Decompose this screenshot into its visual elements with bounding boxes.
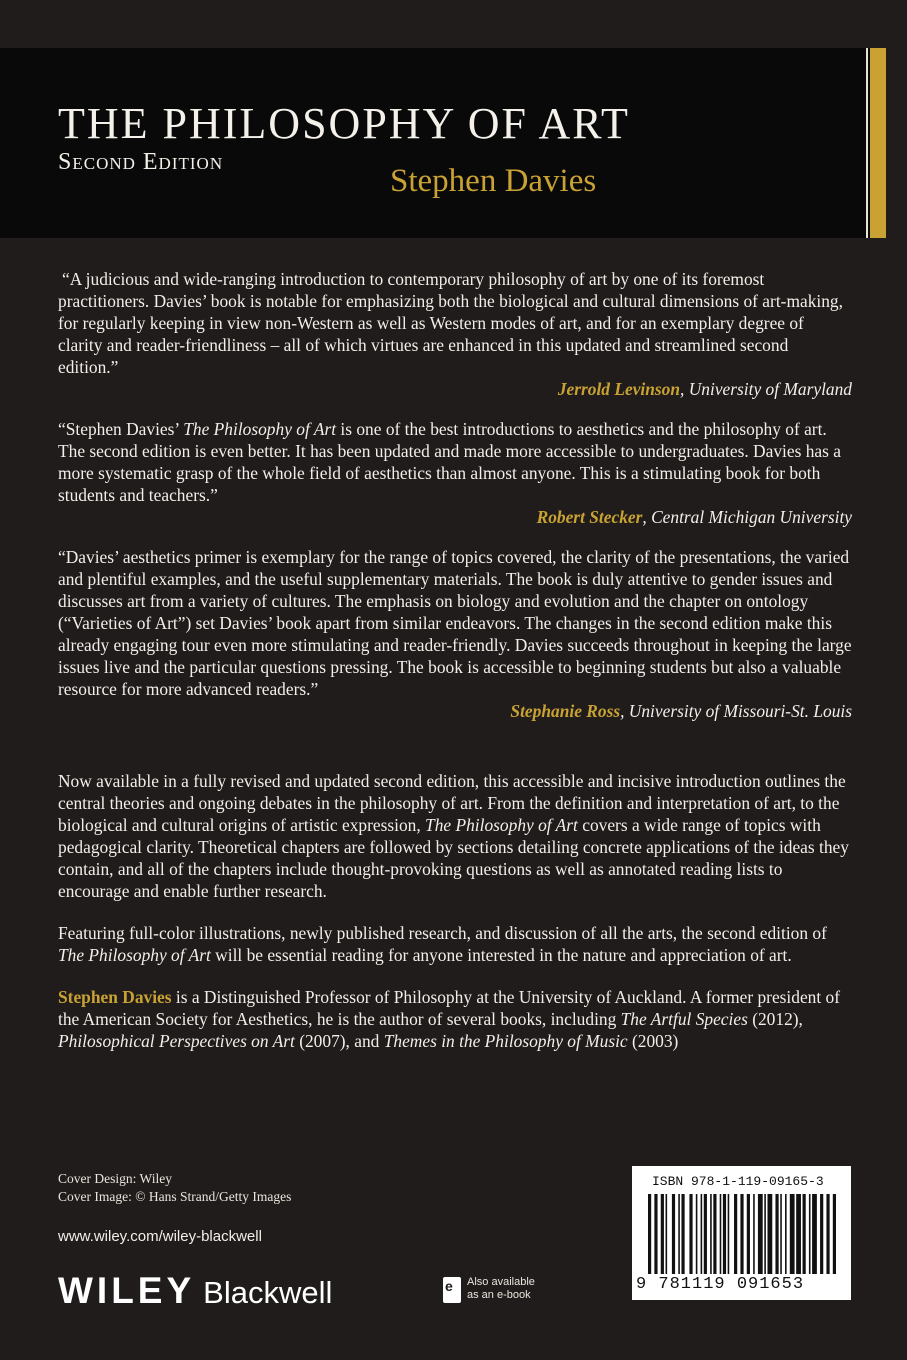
barcode-bar [689, 1194, 692, 1274]
quote-2-text-end: is one of the best introductions to aesthetics and the philosophy of art. The second edition is even better. It has been updated and made more accessible to undergraduates. Davies has a more systematic grasp of the whole field of aesthetics than almost anyone. This is a stimulating book for both students and teachers.” [58, 419, 841, 505]
barcode-bar [701, 1194, 703, 1274]
description-2-book-title: The Philosophy of Art [58, 945, 211, 965]
barcode-bar [672, 1194, 675, 1274]
quote-3-name: Stephanie Ross [510, 701, 621, 721]
barcode-bar [796, 1194, 801, 1274]
barcode-bar [833, 1194, 836, 1274]
cover-image-credit: Cover Image: © Hans Strand/Getty Images [58, 1189, 292, 1204]
quote-2 [58, 418, 852, 528]
barcode-bar [753, 1194, 755, 1274]
bio-book-2: Philosophical Perspectives on Art [58, 1031, 295, 1051]
barcode-bar [723, 1194, 726, 1274]
quote-2-attribution [58, 506, 852, 528]
bio-author-name: Stephen Davies [58, 987, 172, 1007]
barcode-bar [767, 1194, 772, 1274]
quote-3-affiliation: , University of Missouri-St. Louis [620, 701, 852, 721]
book-title: THE PHILOSOPHY OF ART [58, 99, 630, 148]
bio-text: is a Distinguished Professor of Philosophy at the University of Auckland. A former president of the American Society for Aesthetics, he is the author of several books, including [58, 987, 841, 1029]
quote-1-name: Jerrold Levinson [557, 379, 681, 399]
blackwell-wordmark: Blackwell [203, 1275, 333, 1310]
barcode-bar [758, 1194, 763, 1274]
bio-book-1: The Artful Species [620, 1009, 748, 1029]
description-paragraph-1 [58, 770, 852, 902]
quote-1-text: “A judicious and wide-ranging introduction to contemporary philosophy of art by one of its foremost practitioners. Davies’ book is notable for emphasizing both the biological and cultural dimensions of art-making, for regularly keeping in view non-Western as well as Western modes of art, and for an exemplary degree of clarity and reader-friendliness – all of which virtues are enhanced in this updated and streamlined second edition.” [58, 269, 843, 377]
gold-accent-bar [870, 48, 886, 238]
barcode-bar [775, 1194, 778, 1274]
publisher-url[interactable]: www.wiley.com/wiley-blackwell [58, 1228, 262, 1245]
description-paragraph-2 [58, 922, 852, 966]
barcode-icon [640, 1194, 845, 1274]
description-2-start: Featuring full-color illustrations, newly published research, and discussion of all the arts, the second edition of [58, 923, 827, 943]
bio-year-1: (2012), [747, 1009, 803, 1029]
quote-3-attribution [58, 700, 852, 722]
cover-design-credit: Cover Design: Wiley [58, 1171, 172, 1186]
quote-2-text-start: “Stephen Davies’ [58, 419, 184, 439]
barcode-bar [820, 1194, 823, 1274]
cover-credits [58, 1170, 291, 1206]
barcode-bar [678, 1194, 680, 1274]
barcode-bar [704, 1194, 707, 1274]
bio-year-2: (2007), and [294, 1031, 384, 1051]
barcode-bar [812, 1194, 817, 1274]
quote-3-text: “Davies’ aesthetics primer is exemplary for the range of topics covered, the clarity of the presentations, the varied and plentiful examples, and the useful supplementary materials. The book is duly attentive to gender issues and discusses art from a variety of cultures. The emphasis on biology and evolution and the chapter on ontology (“Varieties of Art”) set Davies’ book apart from similar endeavors. The changes in the second edition make this already engaging tour even more stimulating and reader-friendly. Davies succeeds throughout in keeping the large issues live and the particular questions pressing. The book is accessible to beginning students but also a valuable resource for more advanced readers.” [58, 547, 852, 699]
author-bio [58, 986, 852, 1052]
isbn-text: ISBN 978-1-119-09165-3 [652, 1174, 824, 1189]
ebook-text [467, 1276, 547, 1302]
barcode-bar [747, 1194, 750, 1274]
ebook-icon [443, 1277, 461, 1303]
barcode-bar [803, 1194, 806, 1274]
quote-3 [58, 546, 852, 722]
description-1-book-title: The Philosophy of Art [425, 815, 578, 835]
bio-year-3: (2003) [627, 1031, 679, 1051]
quote-1-affiliation: , University of Maryland [680, 379, 852, 399]
barcode-bar [790, 1194, 795, 1274]
barcode-digits: 9 781119 091653 [636, 1275, 805, 1294]
quote-1-attribution [58, 378, 852, 400]
quote-2-book-title: The Philosophy of Art [183, 419, 337, 439]
barcode-bar [713, 1194, 716, 1274]
back-cover-text [58, 268, 852, 1052]
barcode-bar [764, 1194, 766, 1274]
barcode-bar [740, 1194, 743, 1274]
barcode-bar [780, 1194, 782, 1274]
description-2-end: will be essential reading for anyone interested in the nature and appreciation of art. [210, 945, 792, 965]
quote-2-name: Robert Stecker [536, 507, 643, 527]
barcode-bar [728, 1194, 730, 1274]
barcode-bar [809, 1194, 811, 1274]
barcode-bar [654, 1194, 657, 1274]
description-1-end: covers a wide range of topics with pedagogical clarity. Theoretical chapters are followed by sections detailing concrete applications of the ideas they contain, and all of the chapters include thought-provoking questions as well as annotated reading lists to encourage and enable further research. [58, 815, 849, 901]
barcode-bar [696, 1194, 698, 1274]
book-author: Stephen Davies [390, 163, 597, 199]
barcode-bar [826, 1194, 829, 1274]
book-edition: Second Edition [58, 149, 224, 175]
barcode-bar [734, 1194, 737, 1274]
description-1-start: Now available in a fully revised and updated second edition, this accessible and incisive introduction outlines the central theories and ongoing debates in the philosophy of art. From the definition and interpretation of art, to the biological and cultural origins of artistic expression, [58, 771, 846, 835]
quote-2-text [58, 418, 852, 506]
wiley-wordmark: WILEY [58, 1270, 196, 1311]
barcode-bar [666, 1194, 668, 1274]
ebook-line-2: as an e-book [467, 1289, 531, 1301]
ebook-line-1: Also available [467, 1276, 535, 1288]
barcode-bar [785, 1194, 787, 1274]
bio-book-3: Themes in the Philosophy of Music [383, 1031, 628, 1051]
barcode-bar [710, 1194, 712, 1274]
ebook-icon-letter: e [445, 1278, 453, 1294]
quote-2-affiliation: , Central Michigan University [642, 507, 852, 527]
barcode-bar [681, 1194, 684, 1274]
publisher-logo [58, 1270, 332, 1312]
barcode-bar [648, 1194, 651, 1274]
quote-1 [58, 268, 852, 400]
barcode-bar [661, 1194, 664, 1274]
barcode-bar [720, 1194, 722, 1274]
